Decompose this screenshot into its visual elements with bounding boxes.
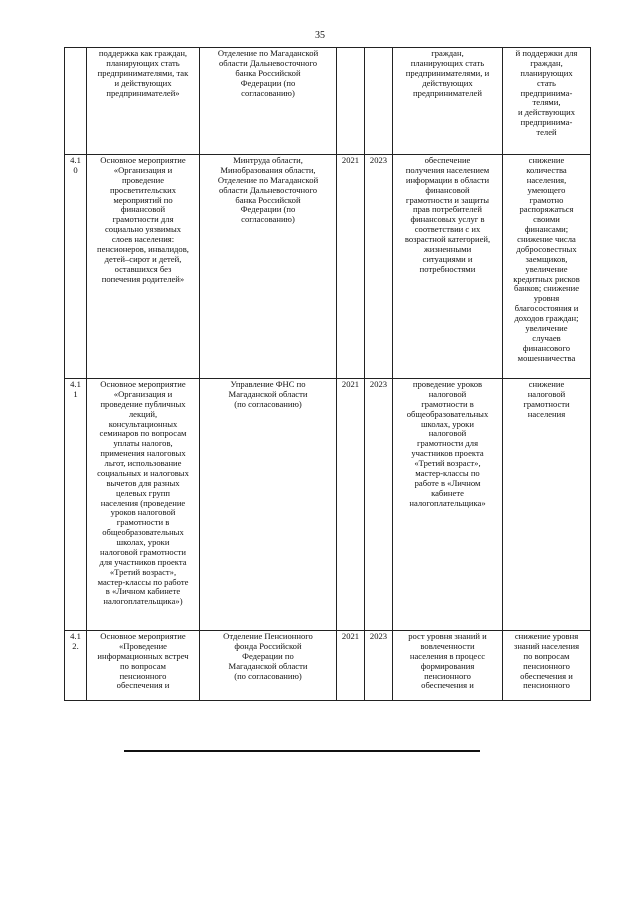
year-start-cell: 2021 [337,631,365,701]
result-cell: рост уровня знаний и вовлеченности населения в процесс формирования пенсионного обеспечения и [393,631,503,701]
activity-cell: поддержка как граждан, планирующих стать предпринимателями, так и действующих предпринимателей» [87,48,200,155]
page-number: 35 [315,30,325,41]
year-end-cell: 2023 [365,379,393,631]
table-row [65,631,591,701]
executor-cell: Управление ФНС по Магаданской области (по согласованию) [200,379,337,631]
year-start-cell: 2021 [337,155,365,379]
table-row [65,155,591,379]
year-start-cell: 2021 [337,379,365,631]
effect-cell: снижение налоговой грамотности населения [503,379,591,631]
year-start-cell [337,48,365,155]
effect-cell: снижение количества населения, умеющего грамотно распоряжаться своими финансами; снижение числа добросовестных заемщиков, увеличение кредитных рисков банков; снижение уровня благосостояния и доходов граждан; увеличение случаев финансового мошенничества [503,155,591,379]
row-number: 4.1 1 [65,379,87,631]
year-end-cell: 2023 [365,155,393,379]
year-end-cell: 2023 [365,631,393,701]
effect-cell: й поддержки для граждан, планирующих стать предпринима- телями, и действующих предпринима- телей [503,48,591,155]
table-row [65,48,591,155]
executor-cell: Минтруда области, Минобразования области, Отделение по Магаданской области Дальневосточного банка Российской Федерации (по согласованию) [200,155,337,379]
row-number: 4.1 2. [65,631,87,701]
executor-cell: Отделение по Магаданской области Дальневосточного банка Российской Федерации (по согласованию) [200,48,337,155]
year-end-cell [365,48,393,155]
activity-cell: Основное мероприятие «Проведение информационных встреч по вопросам пенсионного обеспечения и [87,631,200,701]
activity-cell: Основное мероприятие «Организация и проведение публичных лекций, консультационных семинаров по вопросам уплаты налогов, применения налоговых льгот, использование социальных и налоговых вычетов для разных целевых групп населения (проведение уроков налоговой грамотности в общеобразовательных школах, уроки налоговой грамотности для участников проекта «Третий возраст», мастер-классы по работе в «Личном кабинете налогоплательщика») [87,379,200,631]
activity-cell: Основное мероприятие «Организация и проведение просветительских мероприятий по финансовой грамотности для социально уязвимых слоев населения: пенсионеров, инвалидов, детей–сирот и детей, оставшихся без попечения родителей» [87,155,200,379]
row-number [65,48,87,155]
executor-cell: Отделение Пенсионного фонда Российской Федерации по Магаданской области (по согласованию) [200,631,337,701]
effect-cell: снижение уровня знаний населения по вопросам пенсионного обеспечения и пенсионного [503,631,591,701]
result-cell: граждан, планирующих стать предпринимателями, и действующих предпринимателей [393,48,503,155]
row-number: 4.1 0 [65,155,87,379]
result-cell: проведение уроков налоговой грамотности в общеобразовательных школах, уроки налоговой грамотности для участников проекта «Третий возраст», мастер-классы по работе в «Личном кабинете налогоплательщика» [393,379,503,631]
table-row [65,379,591,631]
result-cell: обеспечение получения населением информации в области финансовой грамотности и защиты прав потребителей финансовых услуг в соответствии с их возрастной категорией, жизненными ситуациями и потребностями [393,155,503,379]
footnote-separator-line [124,750,480,752]
activities-table [64,47,591,701]
